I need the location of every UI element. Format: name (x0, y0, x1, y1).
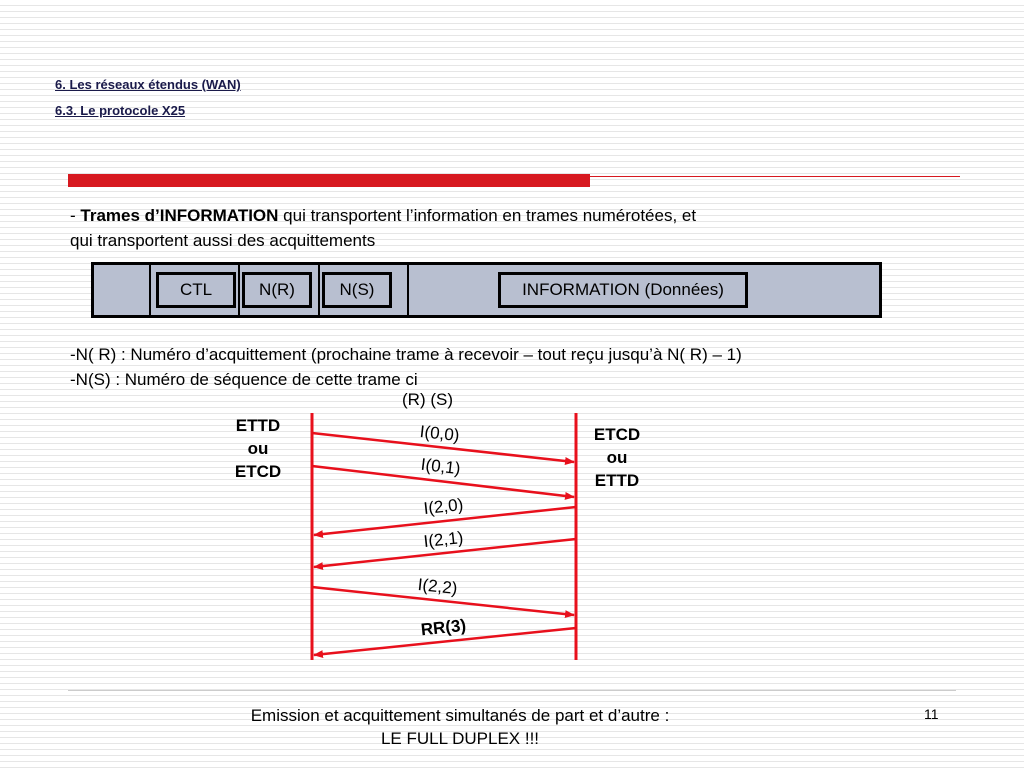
intro-line2: qui transportent aussi des acquittements (70, 231, 376, 250)
left-station-line1: ETTD (235, 416, 281, 435)
footer-caption (190, 704, 730, 750)
left-station-line2: ou (247, 439, 269, 458)
definition-ns: -N(S) : Numéro de séquence de cette trame ci (70, 370, 418, 389)
left-station-line3: ETCD (234, 462, 282, 481)
right-station-line2: ou (606, 448, 628, 467)
field-information: INFORMATION (Données) (498, 272, 748, 308)
message-label: I(0,0) (418, 421, 461, 446)
caption-line1: Emission et acquittement simultanés de part et d’autre : (250, 706, 670, 725)
intro-dash: - (70, 206, 81, 225)
message-label: I(2,1) (422, 527, 465, 552)
message-label: RR(3) (419, 615, 467, 640)
section-title: 6. Les réseaux étendus (WAN) (55, 77, 241, 92)
right-station-line3: ETTD (594, 471, 640, 490)
sequence-header: (R) (S) (402, 390, 453, 409)
right-station-line1: ETCD (593, 425, 641, 444)
footer-divider (68, 690, 956, 691)
message-label: I(0,1) (419, 454, 462, 479)
field-nr: N(R) (242, 272, 312, 308)
caption-line2: LE FULL DUPLEX !!! (380, 729, 540, 748)
subsection-title: 6.3. Le protocole X25 (55, 103, 186, 118)
intro-rest: qui transportent l’information en trames numérotées, et (278, 206, 697, 225)
definition-nr: -N( R) : Numéro d’acquittement (prochaine trame à recevoir – tout reçu jusqu’à N( R) – 1) (70, 345, 742, 364)
message-label: I(2,0) (422, 494, 465, 519)
page-number: 11 (924, 706, 939, 722)
field-ctl: CTL (156, 272, 236, 308)
intro-bold: Trames d’INFORMATION (80, 206, 279, 225)
field-ns: N(S) (322, 272, 392, 308)
message-label: I(2,2) (416, 574, 459, 599)
